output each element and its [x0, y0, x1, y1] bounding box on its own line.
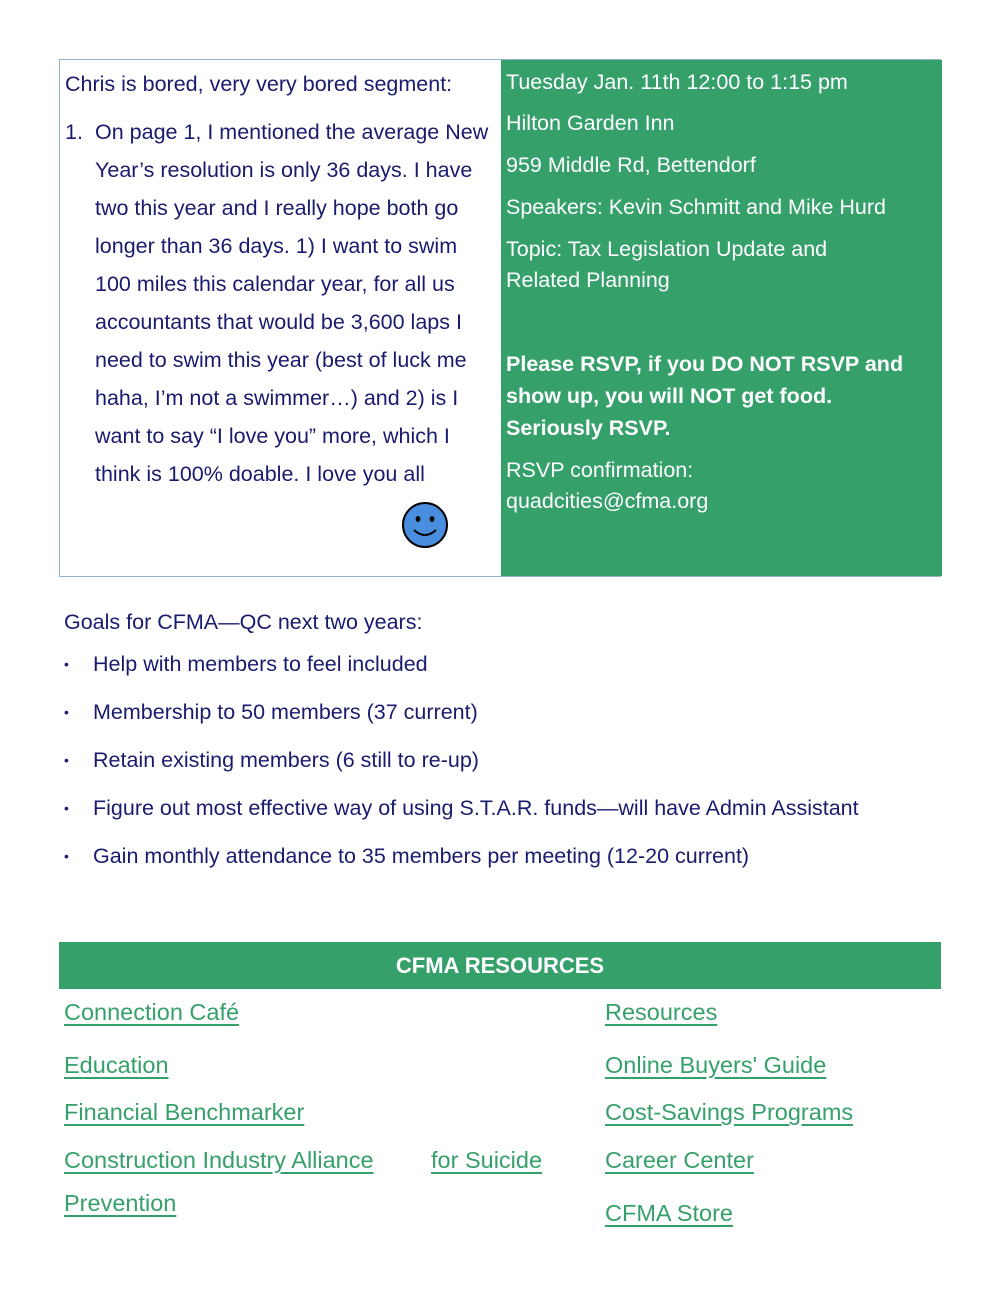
- rsvp-confirmation-email: quadcities@cfma.org: [506, 489, 709, 513]
- bullet-icon: •: [64, 704, 69, 720]
- goal-item: [64, 640, 859, 688]
- goal-text: Retain existing members (6 still to re-up): [93, 748, 479, 772]
- meeting-date-time: Tuesday Jan. 11th 12:00 to 1:15 pm: [506, 70, 848, 94]
- bullet-icon: •: [64, 656, 69, 672]
- resources-header: CFMA RESOURCES: [59, 942, 941, 989]
- link-online-buyers-guide[interactable]: Online Buyers' Guide: [605, 1052, 827, 1078]
- bullet-icon: •: [64, 848, 69, 864]
- rsvp-warning-line-2: show up, you will NOT get food.: [506, 384, 833, 408]
- goal-item: [64, 832, 859, 880]
- link-education[interactable]: Education: [64, 1052, 169, 1078]
- link-career-center[interactable]: Career Center: [605, 1147, 754, 1173]
- link-connection-cafe[interactable]: Connection Café: [64, 999, 240, 1025]
- goals-title: Goals for CFMA—QC next two years:: [64, 610, 423, 634]
- meeting-topic-line-2: Related Planning: [506, 268, 670, 292]
- meeting-address: 959 Middle Rd, Bettendorf: [506, 153, 756, 177]
- goal-item: [64, 784, 859, 832]
- meeting-speakers: Speakers: Kevin Schmitt and Mike Hurd: [506, 195, 886, 219]
- meeting-topic-line-1: Topic: Tax Legislation Update and: [506, 237, 828, 261]
- rsvp-warning-line-3: Seriously RSVP.: [506, 416, 671, 440]
- bullet-icon: •: [64, 752, 69, 768]
- segment-heading: Chris is bored, very very bored segment:: [65, 72, 453, 96]
- goal-item: [64, 688, 859, 736]
- link-for-suicide[interactable]: for Suicide: [431, 1147, 543, 1173]
- list-item-number: 1.: [65, 120, 83, 144]
- bullet-icon: •: [64, 800, 69, 816]
- link-resources[interactable]: Resources: [605, 999, 718, 1025]
- goal-text: Gain monthly attendance to 35 members per meeting (12-20 current): [93, 844, 750, 868]
- link-cost-savings-programs[interactable]: Cost-Savings Programs: [605, 1099, 854, 1125]
- rsvp-warning-line-1: Please RSVP, if you DO NOT RSVP and: [506, 352, 904, 376]
- smiley-face-icon: [401, 501, 449, 549]
- goal-text: Membership to 50 members (37 current): [93, 700, 478, 724]
- link-prevention[interactable]: Prevention: [64, 1190, 177, 1216]
- meeting-info-panel: [501, 60, 942, 576]
- goal-item: [64, 736, 859, 784]
- rsvp-confirmation-label: RSVP confirmation:: [506, 458, 694, 482]
- goal-text: Help with members to feel included: [93, 652, 428, 676]
- goal-text: Figure out most effective way of using S.T.A.R. funds—will have Admin Assistant: [93, 796, 859, 820]
- link-financial-benchmarker[interactable]: Financial Benchmarker: [64, 1099, 305, 1125]
- segment-item-text: On page 1, I mentioned the average New Year’s resolution is only 36 days. I have two this year and I really hope both go longer than 36 days. 1) I want to swim 100 miles this calendar year, for all us accountants that would be 3,600 laps I need to swim this year (best of luck me haha, I’m not a swimmer…) and 2) is I want to say “I love you” more, which I think is 100% doable. I love you all: [95, 120, 489, 486]
- bored-segment-panel: [60, 60, 501, 576]
- goals-section: [64, 604, 859, 880]
- meeting-venue: Hilton Garden Inn: [506, 111, 675, 135]
- link-construction-industry-alliance[interactable]: Construction Industry Alliance: [64, 1147, 374, 1173]
- link-cfma-store[interactable]: CFMA Store: [605, 1200, 733, 1226]
- goals-list: [64, 640, 859, 880]
- newsletter-info-box: [59, 59, 941, 577]
